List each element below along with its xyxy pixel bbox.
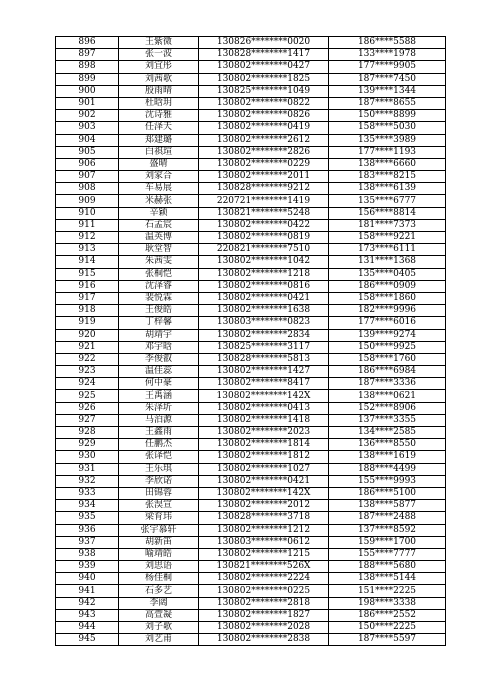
row-number-cell: 924 [56,378,119,390]
id-number-cell: 130802********1027 [199,463,329,475]
phone-cell: 187****8655 [329,97,446,109]
table-row [56,414,446,426]
row-number-cell: 902 [56,110,119,122]
row-number-cell: 921 [56,341,119,353]
row-number-cell: 917 [56,292,119,304]
table-row [56,378,446,390]
name-cell: 王禹涵 [119,390,199,402]
row-number-cell: 931 [56,463,119,475]
id-number-cell: 130802********1812 [199,451,329,463]
table-row [56,305,446,317]
name-cell: 李阔 [119,597,199,609]
table-row [56,268,446,280]
name-cell: 裴悦霖 [119,292,199,304]
id-number-cell: 130802********0816 [199,280,329,292]
id-number-cell: 130802********0427 [199,61,329,73]
name-cell: 张宇慕轩 [119,524,199,536]
table-row [56,439,446,451]
name-cell: 马泊源 [119,414,199,426]
row-number-cell: 935 [56,512,119,524]
id-number-cell: 130803********0612 [199,536,329,548]
table-row [56,122,446,134]
row-number-cell: 910 [56,207,119,219]
phone-cell: 155****9993 [329,475,446,487]
phone-cell: 155****7777 [329,548,446,560]
phone-cell: 159****1700 [329,536,446,548]
phone-cell: 151****2225 [329,585,446,597]
name-cell: 刘思语 [119,561,199,573]
table-row [56,390,446,402]
phone-cell: 187****3336 [329,378,446,390]
phone-cell: 138****5877 [329,500,446,512]
id-number-cell: 130802********1827 [199,609,329,621]
row-number-cell: 898 [56,61,119,73]
id-number-cell: 130802********1042 [199,256,329,268]
roster-table-body [56,37,446,646]
table-row [56,597,446,609]
id-number-cell: 130802********2023 [199,427,329,439]
row-number-cell: 919 [56,317,119,329]
row-number-cell: 906 [56,158,119,170]
id-number-cell: 130828********3718 [199,512,329,524]
row-number-cell: 933 [56,487,119,499]
id-number-cell: 130802********0413 [199,402,329,414]
id-number-cell: 130802********0822 [199,97,329,109]
id-number-cell: 130802********2826 [199,146,329,158]
name-cell: 李欣诺 [119,475,199,487]
phone-cell: 137****3355 [329,414,446,426]
phone-cell: 186****6984 [329,366,446,378]
id-number-cell: 130821********5248 [199,207,329,219]
name-cell: 刘艺甫 [119,634,199,646]
phone-cell: 177****6016 [329,317,446,329]
phone-cell: 158****1860 [329,292,446,304]
row-number-cell: 922 [56,353,119,365]
id-number-cell: 220721********1419 [199,195,329,207]
table-row [56,146,446,158]
phone-cell: 186****5588 [329,37,446,49]
name-cell: 王紫微 [119,37,199,49]
table-row [56,317,446,329]
phone-cell: 138****6660 [329,158,446,170]
phone-cell: 173****6111 [329,244,446,256]
row-number-cell: 900 [56,85,119,97]
name-cell: 刘宜彤 [119,61,199,73]
row-number-cell: 897 [56,49,119,61]
table-row [56,451,446,463]
name-cell: 辛颖 [119,207,199,219]
phone-cell: 182****9996 [329,305,446,317]
table-row [56,341,446,353]
row-number-cell: 926 [56,402,119,414]
table-row [56,232,446,244]
id-number-cell: 130828********5813 [199,353,329,365]
table-row [56,561,446,573]
name-cell: 任泽天 [119,122,199,134]
row-number-cell: 925 [56,390,119,402]
row-number-cell: 941 [56,585,119,597]
table-row [56,475,446,487]
phone-cell: 186****5100 [329,487,446,499]
table-row [56,609,446,621]
name-cell: 梁育玮 [119,512,199,524]
id-number-cell: 130802********1212 [199,524,329,536]
phone-cell: 187****5597 [329,634,446,646]
phone-cell: 139****9274 [329,329,446,341]
phone-cell: 183****8215 [329,171,446,183]
table-row [56,487,446,499]
id-number-cell: 130802********0229 [199,158,329,170]
name-cell: 沈诗雅 [119,110,199,122]
table-row [56,402,446,414]
row-number-cell: 912 [56,232,119,244]
phone-cell: 150****2225 [329,622,446,634]
roster-sheet [55,36,445,646]
row-number-cell: 939 [56,561,119,573]
table-row [56,329,446,341]
table-row [56,548,446,560]
phone-cell: 158****9221 [329,232,446,244]
id-number-cell: 130802********1814 [199,439,329,451]
table-row [56,573,446,585]
id-number-cell: 130802********2834 [199,329,329,341]
row-number-cell: 920 [56,329,119,341]
id-number-cell: 130802********2838 [199,634,329,646]
table-row [56,634,446,646]
row-number-cell: 938 [56,548,119,560]
name-cell: 刘家合 [119,171,199,183]
row-number-cell: 914 [56,256,119,268]
table-row [56,207,446,219]
phone-cell: 135****3989 [329,134,446,146]
row-number-cell: 934 [56,500,119,512]
phone-cell: 135****6777 [329,195,446,207]
row-number-cell: 916 [56,280,119,292]
name-cell: 朱泽圻 [119,402,199,414]
phone-cell: 152****8906 [329,402,446,414]
row-number-cell: 904 [56,134,119,146]
phone-cell: 137****8592 [329,524,446,536]
table-row [56,97,446,109]
phone-cell: 187****2488 [329,512,446,524]
id-number-cell: 130802********0421 [199,475,329,487]
table-row [56,158,446,170]
name-cell: 车易展 [119,183,199,195]
row-number-cell: 944 [56,622,119,634]
row-number-cell: 945 [56,634,119,646]
table-row [56,256,446,268]
id-number-cell: 130802********8417 [199,378,329,390]
name-cell: 朱茜雯 [119,256,199,268]
table-row [56,524,446,536]
phone-cell: 181****7373 [329,219,446,231]
id-number-cell: 130802********0421 [199,292,329,304]
row-number-cell: 905 [56,146,119,158]
roster-table [55,36,446,646]
name-cell: 张译恺 [119,451,199,463]
row-number-cell: 896 [56,37,119,49]
table-row [56,585,446,597]
phone-cell: 150****8899 [329,110,446,122]
id-number-cell: 220821********7510 [199,244,329,256]
id-number-cell: 130802********1218 [199,268,329,280]
table-row [56,353,446,365]
id-number-cell: 130802********1418 [199,414,329,426]
table-row [56,183,446,195]
row-number-cell: 907 [56,171,119,183]
row-number-cell: 936 [56,524,119,536]
name-cell: 杜晗玥 [119,97,199,109]
phone-cell: 156****8814 [329,207,446,219]
row-number-cell: 929 [56,439,119,451]
name-cell: 殷雨晴 [119,85,199,97]
table-row [56,61,446,73]
id-number-cell: 130802********2012 [199,500,329,512]
table-row [56,110,446,122]
name-cell: 米赫张 [119,195,199,207]
table-row [56,195,446,207]
phone-cell: 136****8550 [329,439,446,451]
row-number-cell: 913 [56,244,119,256]
name-cell: 温英博 [119,232,199,244]
table-row [56,219,446,231]
id-number-cell: 130828********9212 [199,183,329,195]
id-number-cell: 130826********0020 [199,37,329,49]
row-number-cell: 909 [56,195,119,207]
name-cell: 任鹏杰 [119,439,199,451]
phone-cell: 138****6139 [329,183,446,195]
phone-cell: 158****5030 [329,122,446,134]
phone-cell: 177****1193 [329,146,446,158]
name-cell: 高萱凝 [119,609,199,621]
id-number-cell: 130802********0225 [199,585,329,597]
id-number-cell: 130803********0823 [199,317,329,329]
name-cell: 胡靖宇 [119,329,199,341]
name-cell: 王鑫雨 [119,427,199,439]
table-row [56,463,446,475]
row-number-cell: 908 [56,183,119,195]
row-number-cell: 937 [56,536,119,548]
id-number-cell: 130802********0826 [199,110,329,122]
phone-cell: 177****9905 [329,61,446,73]
name-cell: 石孟宸 [119,219,199,231]
phone-cell: 131****1368 [329,256,446,268]
phone-cell: 188****4499 [329,463,446,475]
table-row [56,622,446,634]
id-number-cell: 130802********2011 [199,171,329,183]
name-cell: 白祺瑄 [119,146,199,158]
table-row [56,292,446,304]
id-number-cell: 130821********526X [199,561,329,573]
name-cell: 盛晴 [119,158,199,170]
row-number-cell: 899 [56,73,119,85]
name-cell: 刘子歌 [119,622,199,634]
id-number-cell: 130802********1638 [199,305,329,317]
table-row [56,49,446,61]
row-number-cell: 930 [56,451,119,463]
id-number-cell: 130802********142X [199,487,329,499]
table-row [56,37,446,49]
name-cell: 王俊皓 [119,305,199,317]
name-cell: 张一波 [119,49,199,61]
id-number-cell: 130802********0419 [199,122,329,134]
phone-cell: 187****7450 [329,73,446,85]
phone-cell: 138****1619 [329,451,446,463]
phone-cell: 198****3338 [329,597,446,609]
name-cell: 张淏宣 [119,500,199,512]
row-number-cell: 943 [56,609,119,621]
phone-cell: 186****2552 [329,609,446,621]
table-row [56,73,446,85]
row-number-cell: 911 [56,219,119,231]
phone-cell: 188****5680 [329,561,446,573]
row-number-cell: 918 [56,305,119,317]
name-cell: 石多艺 [119,585,199,597]
id-number-cell: 130802********1427 [199,366,329,378]
table-row [56,171,446,183]
row-number-cell: 927 [56,414,119,426]
name-cell: 胡新笛 [119,536,199,548]
name-cell: 杨佳桐 [119,573,199,585]
name-cell: 温佳蕊 [119,366,199,378]
id-number-cell: 130802********2818 [199,597,329,609]
row-number-cell: 942 [56,597,119,609]
id-number-cell: 130825********3117 [199,341,329,353]
id-number-cell: 130828********1417 [199,49,329,61]
phone-cell: 186****0909 [329,280,446,292]
name-cell: 丁梓馨 [119,317,199,329]
id-number-cell: 130825********1049 [199,85,329,97]
table-row [56,244,446,256]
id-number-cell: 130802********2224 [199,573,329,585]
row-number-cell: 928 [56,427,119,439]
name-cell: 邓宇晗 [119,341,199,353]
table-row [56,512,446,524]
id-number-cell: 130802********2028 [199,622,329,634]
row-number-cell: 901 [56,97,119,109]
phone-cell: 158****1760 [329,353,446,365]
phone-cell: 150****9925 [329,341,446,353]
table-row [56,500,446,512]
table-row [56,85,446,97]
name-cell: 沈泽睿 [119,280,199,292]
name-cell: 王乐琪 [119,463,199,475]
name-cell: 田锦蓉 [119,487,199,499]
row-number-cell: 915 [56,268,119,280]
phone-cell: 135****0405 [329,268,446,280]
row-number-cell: 932 [56,475,119,487]
id-number-cell: 130802********1215 [199,548,329,560]
table-row [56,280,446,292]
name-cell: 李俊叡 [119,353,199,365]
name-cell: 何中豪 [119,378,199,390]
row-number-cell: 903 [56,122,119,134]
name-cell: 刘茜歌 [119,73,199,85]
name-cell: 喻靖皓 [119,548,199,560]
id-number-cell: 130802********1825 [199,73,329,85]
phone-cell: 138****5144 [329,573,446,585]
name-cell: 郑建璐 [119,134,199,146]
phone-cell: 138****0621 [329,390,446,402]
table-row [56,366,446,378]
table-row [56,134,446,146]
table-row [56,536,446,548]
id-number-cell: 130802********2612 [199,134,329,146]
id-number-cell: 130802********142X [199,390,329,402]
phone-cell: 139****1344 [329,85,446,97]
phone-cell: 134****2585 [329,427,446,439]
table-row [56,427,446,439]
phone-cell: 133****1978 [329,49,446,61]
name-cell: 耿堂智 [119,244,199,256]
row-number-cell: 923 [56,366,119,378]
id-number-cell: 130802********0422 [199,219,329,231]
name-cell: 张桐恺 [119,268,199,280]
id-number-cell: 130802********0819 [199,232,329,244]
row-number-cell: 940 [56,573,119,585]
